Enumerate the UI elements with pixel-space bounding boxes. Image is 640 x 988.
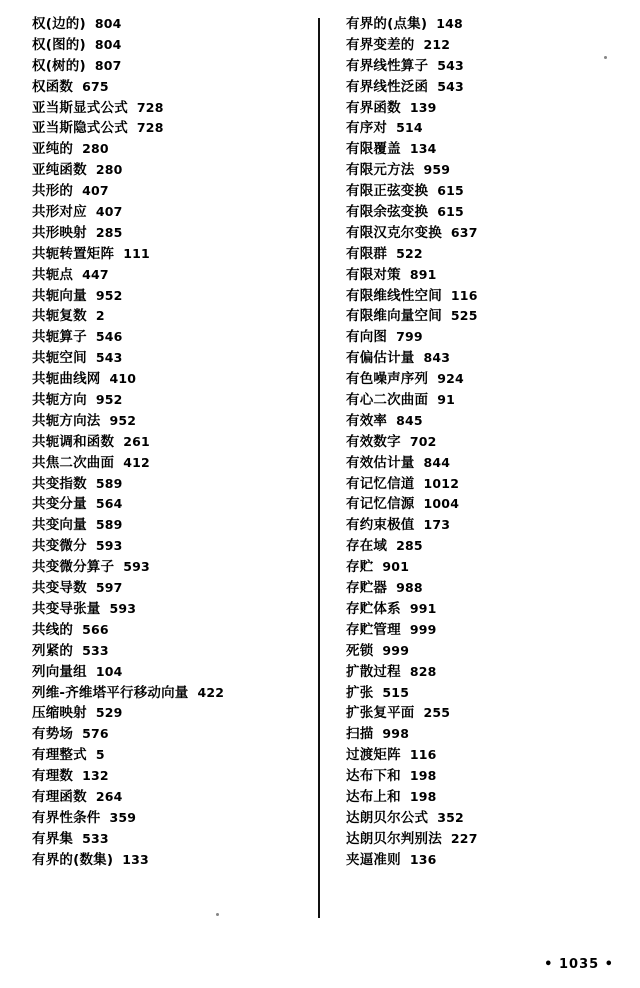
index-entry xyxy=(32,809,308,826)
index-entry-page-number: 576 xyxy=(82,726,109,742)
index-entry xyxy=(32,851,308,868)
index-entry xyxy=(346,310,620,324)
index-entry-term: 共轭调和函数 xyxy=(32,433,115,450)
index-columns xyxy=(14,18,626,928)
index-entry xyxy=(32,621,308,638)
index-entry-term: 有序对 xyxy=(346,120,388,137)
index-entry xyxy=(346,185,620,199)
index-entry-term: 达朗贝尔判别法 xyxy=(346,830,442,847)
index-entry-term: 有记忆信源 xyxy=(346,496,415,513)
index-entry-term: 存贮器 xyxy=(346,580,388,597)
index-entry-page-number: 352 xyxy=(437,809,464,825)
index-entry-term: 有限覆盖 xyxy=(346,141,401,158)
index-entry-page-number: 891 xyxy=(409,266,437,282)
index-entry xyxy=(346,788,620,805)
index-entry xyxy=(346,143,620,157)
index-entry-term: 有界的(点集) xyxy=(346,16,428,32)
index-entry-page-number: 116 xyxy=(409,747,437,763)
index-entry-page-number: 407 xyxy=(82,183,109,199)
index-entry-term: 亚纯的 xyxy=(32,141,74,158)
index-entry xyxy=(346,498,620,512)
index-entry xyxy=(346,809,620,826)
index-entry-page-number: 407 xyxy=(95,204,123,220)
index-entry-page-number: 988 xyxy=(396,580,423,596)
index-entry xyxy=(32,788,308,805)
index-entry-term: 共变分量 xyxy=(32,496,87,513)
index-entry-page-number: 1012 xyxy=(423,475,460,491)
index-entry-term: 权(树的) xyxy=(32,57,86,74)
index-entry-page-number: 728 xyxy=(136,99,164,115)
index-entry-page-number: 543 xyxy=(437,78,464,94)
index-entry-page-number: 136 xyxy=(409,851,437,867)
index-entry-term: 共形的 xyxy=(32,183,74,200)
index-entry-term: 存在域 xyxy=(346,538,388,555)
index-entry xyxy=(346,561,620,575)
index-entry xyxy=(32,684,308,701)
index-entry-page-number: 543 xyxy=(95,350,123,366)
index-entry xyxy=(32,433,308,450)
index-entry-term: 达布上和 xyxy=(346,788,401,805)
index-entry-term: 有约束极值 xyxy=(346,517,415,534)
index-entry-page-number: 589 xyxy=(95,475,123,491)
index-entry xyxy=(32,266,308,283)
index-entry-term: 亚当斯隐式公式 xyxy=(32,120,128,137)
index-entry-page-number: 533 xyxy=(82,830,109,846)
index-entry-page-number: 255 xyxy=(423,705,451,721)
index-entry-page-number: 807 xyxy=(94,57,122,73)
index-entry xyxy=(346,684,620,701)
index-entry-term: 有限维线性空间 xyxy=(346,287,442,304)
index-entry-term: 列紧的 xyxy=(32,642,74,659)
index-entry-term: 有界变差的 xyxy=(346,36,415,53)
index-entry-page-number: 999 xyxy=(382,642,410,658)
index-entry-page-number: 2 xyxy=(95,308,105,324)
index-entry-page-number: 514 xyxy=(396,120,423,136)
index-entry-term: 有势场 xyxy=(32,726,74,743)
index-entry-term: 共形对应 xyxy=(32,204,87,221)
left-column xyxy=(14,18,314,875)
index-entry xyxy=(346,245,620,262)
index-entry-page-number: 959 xyxy=(423,162,451,178)
index-entry-term: 有界函数 xyxy=(346,99,401,116)
index-entry-term: 有界集 xyxy=(32,830,74,847)
index-entry-page-number: 637 xyxy=(450,224,478,240)
index-entry-term: 共变微分算子 xyxy=(32,559,115,576)
index-entry xyxy=(346,331,620,345)
index-entry xyxy=(32,245,308,262)
index-entry xyxy=(346,540,620,554)
index-entry-term: 共轭方向法 xyxy=(32,412,101,429)
index-entry xyxy=(32,310,308,324)
index-entry-page-number: 999 xyxy=(409,621,437,637)
index-entry-page-number: 533 xyxy=(82,642,109,658)
index-entry-page-number: 566 xyxy=(82,621,109,637)
index-entry-page-number: 675 xyxy=(82,78,109,94)
index-entry xyxy=(32,498,308,512)
index-entry-term: 有限汉克尔变换 xyxy=(346,224,442,241)
index-entry-term: 有限群 xyxy=(346,245,388,262)
index-entry xyxy=(32,412,308,429)
index-entry-page-number: 546 xyxy=(95,329,123,345)
index-entry-page-number: 133 xyxy=(122,851,149,867)
index-entry-term: 亚当斯显式公式 xyxy=(32,99,128,116)
index-entry-term: 夹逼准则 xyxy=(346,851,401,868)
index-entry-page-number: 901 xyxy=(382,559,410,575)
right-column xyxy=(324,18,624,875)
index-entry xyxy=(32,454,308,471)
index-entry-term: 扩张复平面 xyxy=(346,705,415,722)
index-entry-term: 过渡矩阵 xyxy=(346,747,401,764)
index-entry-term: 有心二次曲面 xyxy=(346,392,429,409)
index-entry-page-number: 111 xyxy=(123,245,150,261)
index-entry-term: 有限正弦变换 xyxy=(346,183,429,200)
index-entry-term: 达布下和 xyxy=(346,768,401,785)
index-entry-term: 权(图的) xyxy=(32,36,86,53)
index-entry-term: 共轭空间 xyxy=(32,350,87,367)
index-entry-page-number: 924 xyxy=(437,371,464,387)
index-entry-term: 权函数 xyxy=(32,78,74,95)
index-entry-page-number: 525 xyxy=(450,308,478,324)
index-entry xyxy=(32,36,308,53)
index-entry xyxy=(32,57,308,74)
index-entry xyxy=(346,266,620,283)
index-entry-page-number: 261 xyxy=(123,433,150,449)
index-entry xyxy=(346,36,620,53)
index-entry-page-number: 543 xyxy=(437,57,464,73)
index-entry xyxy=(32,164,308,178)
index-entry-page-number: 804 xyxy=(94,16,122,31)
index-entry-term: 共轭转置矩阵 xyxy=(32,245,115,262)
index-entry-term: 存贮管理 xyxy=(346,621,401,638)
index-entry-page-number: 104 xyxy=(95,663,123,679)
index-entry-term: 有限元方法 xyxy=(346,162,415,179)
index-entry xyxy=(346,830,620,847)
index-entry-page-number: 198 xyxy=(409,768,437,784)
index-entry-term: 有记忆信道 xyxy=(346,475,415,492)
index-entry-term: 有理整式 xyxy=(32,747,87,764)
index-entry xyxy=(346,454,620,471)
index-entry xyxy=(346,57,620,74)
index-entry-page-number: 412 xyxy=(123,454,150,470)
index-entry-term: 达朗贝尔公式 xyxy=(346,809,429,826)
speck-icon xyxy=(216,913,219,916)
index-entry-term: 有理数 xyxy=(32,768,74,785)
index-entry xyxy=(346,663,620,680)
index-entry-term: 列向量组 xyxy=(32,663,87,680)
index-entry-page-number: 280 xyxy=(95,162,123,178)
index-entry-term: 共形映射 xyxy=(32,224,87,241)
index-entry xyxy=(32,99,308,116)
index-entry-page-number: 227 xyxy=(450,830,478,846)
index-entry-page-number: 844 xyxy=(423,454,451,470)
index-entry-page-number: 615 xyxy=(437,204,464,220)
index-entry xyxy=(32,519,308,533)
index-entry-term: 有界性条件 xyxy=(32,809,101,826)
index-entry-page-number: 139 xyxy=(409,99,437,115)
index-entry-page-number: 843 xyxy=(423,350,451,366)
index-entry xyxy=(346,475,620,492)
index-entry-page-number: 173 xyxy=(423,517,451,533)
index-entry-page-number: 728 xyxy=(136,120,164,136)
index-entry-page-number: 280 xyxy=(82,141,109,157)
index-entry xyxy=(346,519,620,533)
index-entry-page-number: 593 xyxy=(109,600,137,616)
index-entry-term: 有偏估计量 xyxy=(346,350,415,367)
index-entry-page-number: 952 xyxy=(95,287,123,303)
index-entry-page-number: 264 xyxy=(95,788,123,804)
index-entry xyxy=(32,707,308,721)
index-entry xyxy=(32,206,308,220)
index-entry-term: 有色噪声序列 xyxy=(346,371,429,388)
index-entry-page-number: 447 xyxy=(82,266,109,282)
index-entry xyxy=(32,749,308,763)
index-entry-term: 有效数字 xyxy=(346,433,401,450)
index-entry xyxy=(346,164,620,178)
index-entry-page-number: 422 xyxy=(197,684,225,700)
index-entry xyxy=(346,352,620,366)
index-entry-page-number: 589 xyxy=(95,517,123,533)
index-entry-page-number: 198 xyxy=(409,788,437,804)
index-entry-term: 共轭向量 xyxy=(32,287,87,304)
index-entry xyxy=(346,394,620,408)
index-entry xyxy=(346,373,620,387)
index-entry xyxy=(32,224,308,241)
index-entry-term: 共轭曲线网 xyxy=(32,371,101,388)
index-entry xyxy=(32,728,308,742)
index-entry-page-number: 991 xyxy=(409,600,437,616)
index-entry-page-number: 998 xyxy=(382,726,410,742)
index-entry xyxy=(32,642,308,659)
index-entry xyxy=(346,206,620,220)
index-entry xyxy=(346,224,620,241)
index-entry-page-number: 564 xyxy=(95,496,123,512)
index-entry-page-number: 615 xyxy=(437,183,464,199)
index-entry xyxy=(32,540,308,554)
index-entry-page-number: 132 xyxy=(82,768,109,784)
index-entry-page-number: 529 xyxy=(95,705,123,721)
index-entry-term: 存贮 xyxy=(346,559,374,576)
index-entry-term: 存贮体系 xyxy=(346,600,401,617)
index-entry xyxy=(346,770,620,784)
index-entry xyxy=(346,287,620,304)
index-entry xyxy=(346,851,620,868)
index-entry xyxy=(346,122,620,136)
index-entry xyxy=(32,475,308,492)
page-folio: • 1035 • xyxy=(544,957,614,972)
index-entry xyxy=(32,663,308,680)
index-entry-term: 共变微分 xyxy=(32,538,87,555)
index-entry-page-number: 515 xyxy=(382,684,410,700)
index-entry-page-number: 1004 xyxy=(423,496,460,512)
index-entry-page-number: 522 xyxy=(396,245,423,261)
index-entry-term: 亚纯函数 xyxy=(32,162,87,179)
index-entry xyxy=(32,331,308,345)
index-entry-page-number: 702 xyxy=(409,433,437,449)
index-entry-page-number: 828 xyxy=(409,663,437,679)
index-entry-term: 有理函数 xyxy=(32,788,87,805)
index-entry-term: 共变导张量 xyxy=(32,600,101,617)
index-entry-term: 共轭算子 xyxy=(32,329,87,346)
index-entry-term: 有界的(数集) xyxy=(32,851,114,868)
index-entry xyxy=(32,352,308,366)
index-entry xyxy=(32,185,308,199)
index-entry-page-number: 359 xyxy=(109,809,137,825)
index-entry-page-number: 952 xyxy=(109,412,137,428)
index-entry xyxy=(32,830,308,847)
index-entry xyxy=(32,600,308,617)
index-entry-page-number: 5 xyxy=(95,747,105,763)
speck-icon xyxy=(604,56,607,59)
index-entry-page-number: 952 xyxy=(95,392,123,408)
index-entry-page-number: 799 xyxy=(396,329,423,345)
index-entry xyxy=(346,582,620,596)
index-entry-term: 有界线性算子 xyxy=(346,57,429,74)
index-entry-term: 共轭复数 xyxy=(32,308,87,325)
index-entry-term: 扫描 xyxy=(346,726,374,743)
index-entry-page-number: 410 xyxy=(109,371,137,387)
index-entry xyxy=(32,770,308,784)
index-entry xyxy=(346,18,620,32)
index-entry xyxy=(346,749,620,763)
index-entry xyxy=(32,18,308,32)
index-entry-term: 权(边的) xyxy=(32,16,86,32)
index-entry-page-number: 804 xyxy=(94,36,122,52)
index-entry-page-number: 116 xyxy=(450,287,478,303)
index-entry xyxy=(346,433,620,450)
index-entry-term: 有界线性泛函 xyxy=(346,78,429,95)
index-entry-term: 扩散过程 xyxy=(346,663,401,680)
index-entry-term: 共轭方向 xyxy=(32,392,87,409)
index-entry-term: 共线的 xyxy=(32,621,74,638)
index-entry xyxy=(346,707,620,721)
index-entry-term: 共变向量 xyxy=(32,517,87,534)
index-entry-term: 压缩映射 xyxy=(32,705,87,722)
index-entry-term: 有限余弦变换 xyxy=(346,204,429,221)
index-entry-page-number: 285 xyxy=(95,224,123,240)
index-entry-page-number: 91 xyxy=(437,392,455,408)
index-entry-term: 共变指数 xyxy=(32,475,87,492)
index-entry-page-number: 597 xyxy=(95,580,123,596)
index-entry-page-number: 212 xyxy=(423,36,451,52)
index-entry xyxy=(32,143,308,157)
index-entry-term: 共焦二次曲面 xyxy=(32,454,115,471)
index-entry-term: 有限对策 xyxy=(346,266,401,283)
index-entry xyxy=(32,287,308,304)
index-entry-page-number: 593 xyxy=(95,538,123,554)
index-entry xyxy=(32,394,308,408)
index-entry-page-number: 134 xyxy=(409,141,437,157)
index-entry-term: 有限维向量空间 xyxy=(346,308,442,325)
index-entry xyxy=(346,600,620,617)
index-entry xyxy=(346,642,620,659)
index-entry xyxy=(346,99,620,116)
index-entry-term: 列维-齐维塔平行移动向量 xyxy=(32,684,189,701)
index-entry-page-number: 148 xyxy=(436,16,463,31)
index-entry xyxy=(346,621,620,638)
index-entry-page-number: 845 xyxy=(396,412,423,428)
index-entry-term: 有效估计量 xyxy=(346,454,415,471)
index-entry-term: 有效率 xyxy=(346,412,388,429)
column-divider xyxy=(318,18,320,918)
index-entry xyxy=(32,561,308,575)
index-entry xyxy=(346,78,620,95)
index-entry-term: 共轭点 xyxy=(32,266,74,283)
index-entry xyxy=(32,122,308,136)
index-entry-page-number: 593 xyxy=(123,559,150,575)
index-entry xyxy=(32,78,308,95)
index-entry-term: 共变导数 xyxy=(32,580,87,597)
index-entry-term: 有向图 xyxy=(346,329,388,346)
index-entry xyxy=(32,582,308,596)
index-entry-term: 扩张 xyxy=(346,684,374,701)
index-entry-term: 死锁 xyxy=(346,642,374,659)
index-entry xyxy=(346,412,620,429)
index-entry xyxy=(346,728,620,742)
index-entry-page-number: 285 xyxy=(396,538,423,554)
index-entry xyxy=(32,373,308,387)
